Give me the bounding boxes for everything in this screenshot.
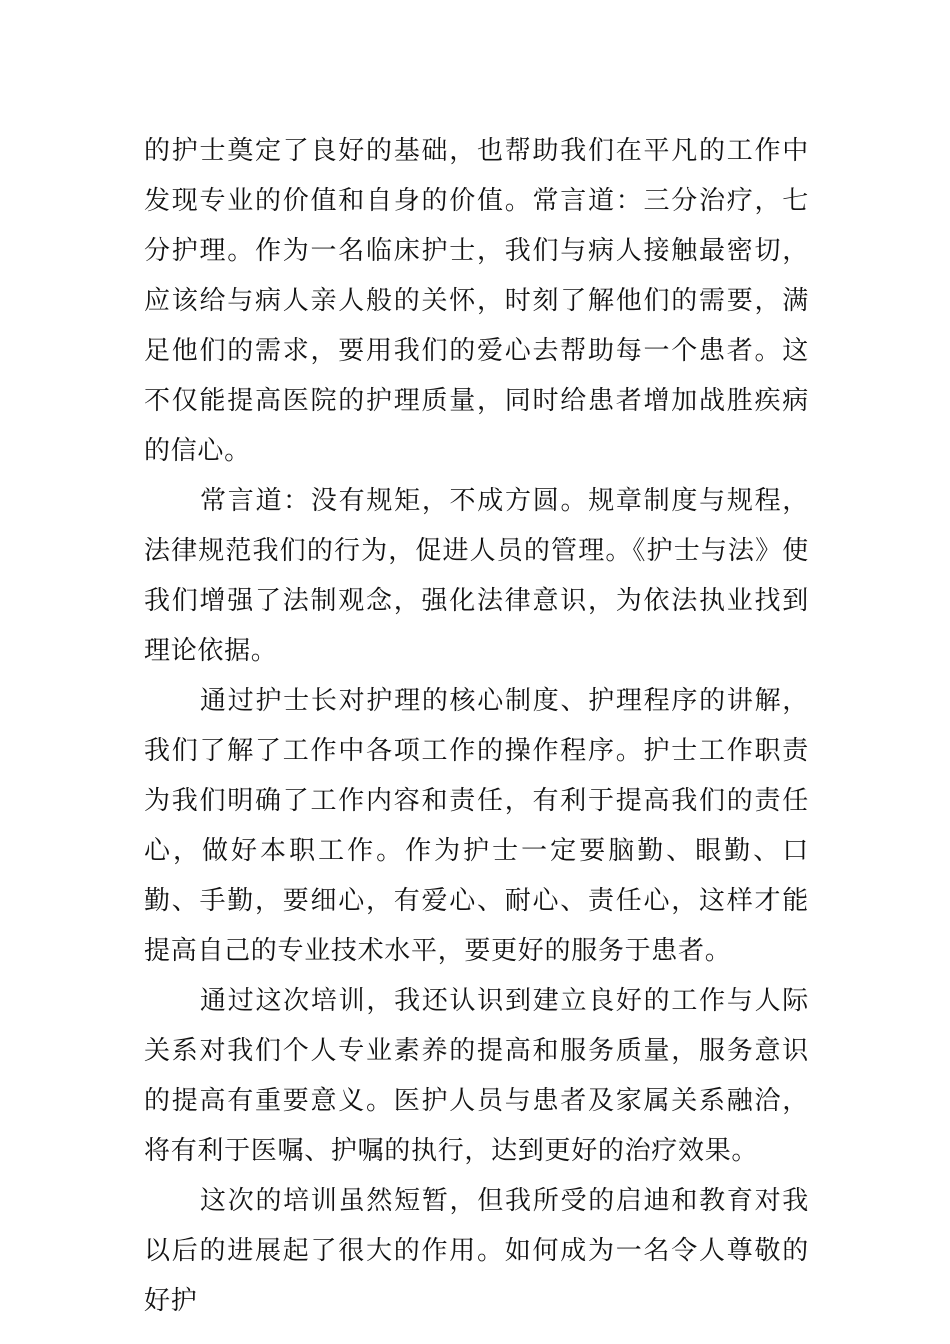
document-body xyxy=(144,126,809,1326)
paragraph-5: 这次的培训虽然短暂，但我所受的启迪和教育对我以后的进展起了很大的作用。如何成为一名令人尊敬的好护 xyxy=(144,1186,809,1316)
paragraph-4: 通过这次培训，我还认识到建立良好的工作与人际关系对我们个人专业素养的提高和服务质量，服务意识的提高有重要意义。医护人员与患者及家属关系融洽，将有利于医嘱、护嘱的执行，达到更好的治疗效果。 xyxy=(144,986,809,1166)
paragraph-3: 通过护士长对护理的核心制度、护理程序的讲解，我们了解了工作中各项工作的操作程序。护士工作职责为我们明确了工作内容和责任，有利于提高我们的责任心，做好本职工作。作为护士一定要脑勤、眼勤、口勤、手勤，要细心，有爱心、耐心、责任心，这样才能提高自己的专业技术水平，要更好的服务于患者。 xyxy=(144,686,809,966)
paragraph-1: 的护士奠定了良好的基础，也帮助我们在平凡的工作中发现专业的价值和自身的价值。常言道：三分治疗，七分护理。作为一名临床护士，我们与病人接触最密切，应该给与病人亲人般的关怀，时刻了解他们的需要，满足他们的需求，要用我们的爱心去帮助每一个患者。这不仅能提高医院的护理质量，同时给患者增加战胜疾病的信心。 xyxy=(144,136,809,466)
paragraph-2: 常言道：没有规矩，不成方圆。规章制度与规程，法律规范我们的行为，促进人员的管理。《护士与法》使我们增强了法制观念，强化法律意识，为依法执业找到理论依据。 xyxy=(144,486,809,666)
